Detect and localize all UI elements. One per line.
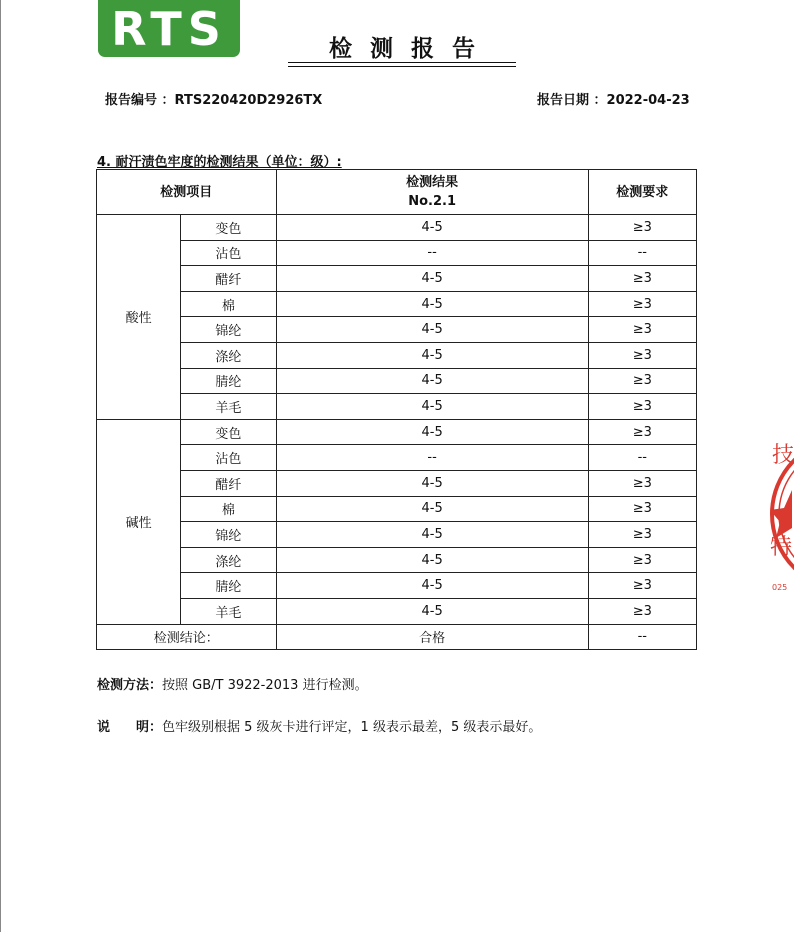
conclusion-row (97, 624, 697, 650)
row-requirement: ≥3 (588, 419, 696, 445)
row-result: 4-5 (276, 470, 588, 496)
row-item-label: 腈纶 (181, 573, 276, 599)
row-requirement: ≥3 (588, 291, 696, 317)
conclusion-result: 合格 (276, 624, 588, 650)
title-underline (288, 62, 516, 63)
row-item-label: 醋纤 (181, 266, 276, 292)
table-row (97, 240, 697, 266)
row-item-label: 醋纤 (181, 470, 276, 496)
table-row (97, 419, 697, 445)
row-result: 4-5 (276, 598, 588, 624)
report-number (105, 89, 322, 108)
row-item-label: 变色 (181, 419, 276, 445)
row-requirement: ≥3 (588, 470, 696, 496)
row-result: 4-5 (276, 547, 588, 573)
section-title: 4. 耐汗渍色牢度的检测结果（单位：级）: (97, 155, 342, 170)
table-row (97, 573, 697, 599)
row-item-label: 羊毛 (181, 394, 276, 420)
stamp-digits: 025 (772, 583, 788, 592)
row-requirement: ≥3 (588, 522, 696, 548)
perspiration-fastness-table (96, 169, 697, 650)
table-row (97, 215, 697, 241)
row-item-label: 羊毛 (181, 598, 276, 624)
header-test-item: 检测项目 (97, 170, 277, 215)
header-sample-no: No.2.1 (408, 194, 456, 209)
row-item-label: 涤纶 (181, 342, 276, 368)
table-row (97, 547, 697, 573)
row-item-label: 腈纶 (181, 368, 276, 394)
row-item-label: 变色 (181, 215, 276, 241)
test-method (97, 674, 368, 693)
report-date-value: 2022-04-23 (606, 93, 690, 108)
stamp-seal-graphic (770, 428, 794, 600)
table-body (97, 215, 697, 625)
conclusion-requirement: -- (588, 624, 696, 650)
note (97, 716, 541, 735)
test-method-label: 检测方法： (97, 678, 163, 693)
row-requirement: ≥3 (588, 496, 696, 522)
table-row (97, 598, 697, 624)
table-row (97, 496, 697, 522)
header-result-label: 检测结果 (406, 175, 459, 190)
row-result: 4-5 (276, 522, 588, 548)
table-row (97, 522, 697, 548)
row-item-label: 锦纶 (181, 317, 276, 343)
row-requirement: ≥3 (588, 573, 696, 599)
table-row (97, 368, 697, 394)
title-underline-double (288, 66, 516, 67)
row-item-label: 棉 (181, 496, 276, 522)
row-requirement: ≥3 (588, 394, 696, 420)
row-item-label: 涤纶 (181, 547, 276, 573)
row-requirement: ≥3 (588, 342, 696, 368)
row-item-label: 锦纶 (181, 522, 276, 548)
row-result: 4-5 (276, 317, 588, 343)
conclusion-label: 检测结论： (97, 624, 277, 650)
table-header-row (97, 170, 697, 215)
row-result: -- (276, 445, 588, 471)
row-result: 4-5 (276, 342, 588, 368)
row-result: -- (276, 240, 588, 266)
logo-text: RTS (111, 1, 227, 56)
report-number-label: 报告编号 ： (105, 93, 175, 108)
table-row (97, 342, 697, 368)
row-result: 4-5 (276, 215, 588, 241)
row-requirement: ≥3 (588, 547, 696, 573)
header-requirement: 检测要求 (588, 170, 696, 215)
report-number-value: RTS220420D2926TX (174, 93, 323, 108)
row-requirement: -- (588, 240, 696, 266)
row-item-label: 沾色 (181, 240, 276, 266)
test-method-text: 按照 GB/T 3922-2013 进行检测。 (162, 678, 368, 693)
row-result: 4-5 (276, 266, 588, 292)
table-row (97, 445, 697, 471)
row-requirement: ≥3 (588, 598, 696, 624)
row-result: 4-5 (276, 394, 588, 420)
stamp-char-top: 技 (772, 443, 794, 468)
note-label: 说 明： (97, 720, 163, 735)
header-test-result (276, 170, 588, 215)
row-requirement: -- (588, 445, 696, 471)
row-result: 4-5 (276, 419, 588, 445)
row-requirement: ≥3 (588, 368, 696, 394)
note-text: 色牢级别根据 5 级灰卡进行评定，1 级表示最差，5 级表示最好。 (162, 720, 542, 735)
table-row (97, 317, 697, 343)
rts-logo (98, 0, 240, 57)
row-result: 4-5 (276, 291, 588, 317)
row-item-label: 沾色 (181, 445, 276, 471)
official-stamp (770, 428, 794, 600)
row-result: 4-5 (276, 573, 588, 599)
row-result: 4-5 (276, 496, 588, 522)
report-date-label: 报告日期 ： (537, 93, 607, 108)
report-date (537, 89, 690, 108)
group-label: 酸性 (97, 215, 181, 420)
page-left-border (0, 0, 1, 932)
row-requirement: ≥3 (588, 317, 696, 343)
report-title: 检测报告 (329, 36, 493, 62)
stamp-char-bottom: 特 (770, 535, 793, 560)
row-requirement: ≥3 (588, 266, 696, 292)
row-item-label: 棉 (181, 291, 276, 317)
table-row (97, 291, 697, 317)
group-label: 碱性 (97, 419, 181, 624)
table-row (97, 470, 697, 496)
table-row (97, 266, 697, 292)
row-result: 4-5 (276, 368, 588, 394)
table-row (97, 394, 697, 420)
row-requirement: ≥3 (588, 215, 696, 241)
